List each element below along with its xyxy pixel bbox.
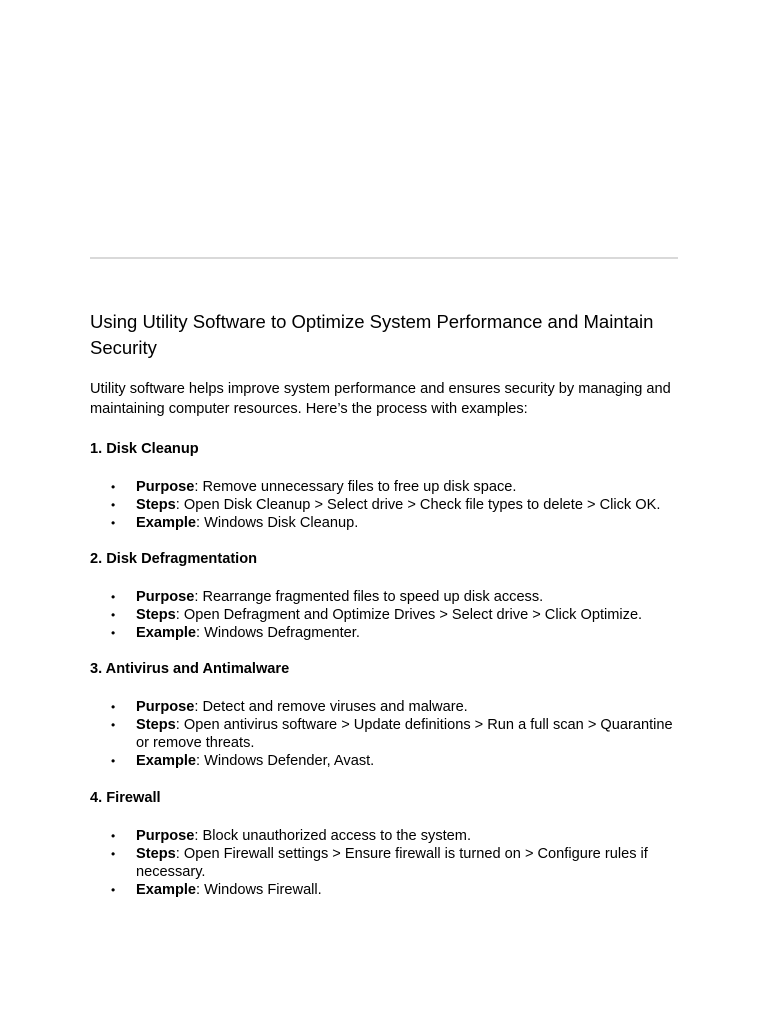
bullet-list	[90, 588, 680, 642]
bullet-icon: •	[111, 498, 116, 512]
list-item	[90, 716, 680, 752]
item-label: Example	[136, 882, 197, 898]
section-heading: 1. Disk Cleanup	[90, 441, 199, 457]
bullet-icon: •	[111, 626, 116, 640]
list-item	[90, 606, 680, 624]
item-label: Purpose	[136, 589, 195, 605]
intro-paragraph: Utility software helps improve system performance and ensures security by managing and maintaining computer resources. Here’s the process with examples:	[90, 381, 671, 417]
item-label: Steps	[136, 717, 176, 733]
list-item	[90, 588, 680, 606]
bullet-icon: •	[111, 829, 116, 843]
item-text: : Windows Disk Cleanup.	[196, 515, 359, 531]
bullet-icon: •	[111, 847, 116, 861]
list-item	[90, 827, 680, 845]
bullet-icon: •	[111, 608, 116, 622]
list-item	[90, 698, 680, 716]
item-text: : Windows Defender, Avast.	[196, 753, 375, 769]
list-item	[90, 478, 680, 496]
list-item	[90, 881, 680, 899]
bullet-icon: •	[111, 754, 116, 768]
item-text: : Detect and remove viruses and malware.	[194, 699, 468, 715]
item-text: : Remove unnecessary files to free up disk space.	[194, 479, 517, 495]
item-label: Purpose	[136, 479, 195, 495]
item-text: : Windows Firewall.	[196, 882, 322, 898]
list-item	[90, 752, 680, 770]
list-item	[90, 624, 680, 642]
item-text: : Block unauthorized access to the system.	[194, 828, 471, 844]
item-label: Purpose	[136, 699, 195, 715]
item-label: Example	[136, 515, 197, 531]
item-text: : Open antivirus software > Update definitions > Run a full scan > Quarantine or remove threats.	[136, 717, 673, 751]
bullet-list	[90, 827, 680, 899]
item-label: Steps	[136, 497, 176, 513]
list-item	[90, 496, 680, 514]
item-label: Steps	[136, 846, 176, 862]
section-disk-defragmentation	[90, 549, 680, 641]
item-text: : Open Defragment and Optimize Drives > Select drive > Click Optimize.	[175, 607, 643, 623]
list-item	[90, 845, 680, 881]
bullet-icon: •	[111, 718, 116, 732]
bullet-icon: •	[111, 883, 116, 897]
section-firewall	[90, 788, 680, 898]
section-heading: 3. Antivirus and Antimalware	[90, 661, 290, 677]
bullet-list	[90, 698, 680, 770]
bullet-icon: •	[111, 480, 116, 494]
section-heading: 4. Firewall	[90, 790, 161, 806]
item-text: : Open Disk Cleanup > Select drive > Check file types to delete > Click OK.	[175, 497, 661, 513]
list-item	[90, 514, 680, 532]
item-label: Example	[136, 753, 197, 769]
item-text: : Windows Defragmenter.	[196, 625, 360, 641]
bullet-icon: •	[111, 516, 116, 530]
item-text: : Rearrange fragmented files to speed up disk access.	[194, 589, 544, 605]
item-label: Purpose	[136, 828, 195, 844]
section-heading: 2. Disk Defragmentation	[90, 551, 258, 567]
item-label: Steps	[136, 607, 176, 623]
section-disk-cleanup	[90, 439, 680, 531]
document-title: Using Utility Software to Optimize System Performance and Maintain Security	[90, 311, 654, 358]
bullet-icon: •	[111, 590, 116, 604]
item-text: : Open Firewall settings > Ensure firewall is turned on > Configure rules if necessary.	[136, 846, 648, 880]
horizontal-divider	[90, 257, 678, 259]
bullet-icon: •	[111, 700, 116, 714]
item-label: Example	[136, 625, 197, 641]
bullet-list	[90, 478, 680, 532]
section-antivirus	[90, 659, 680, 769]
